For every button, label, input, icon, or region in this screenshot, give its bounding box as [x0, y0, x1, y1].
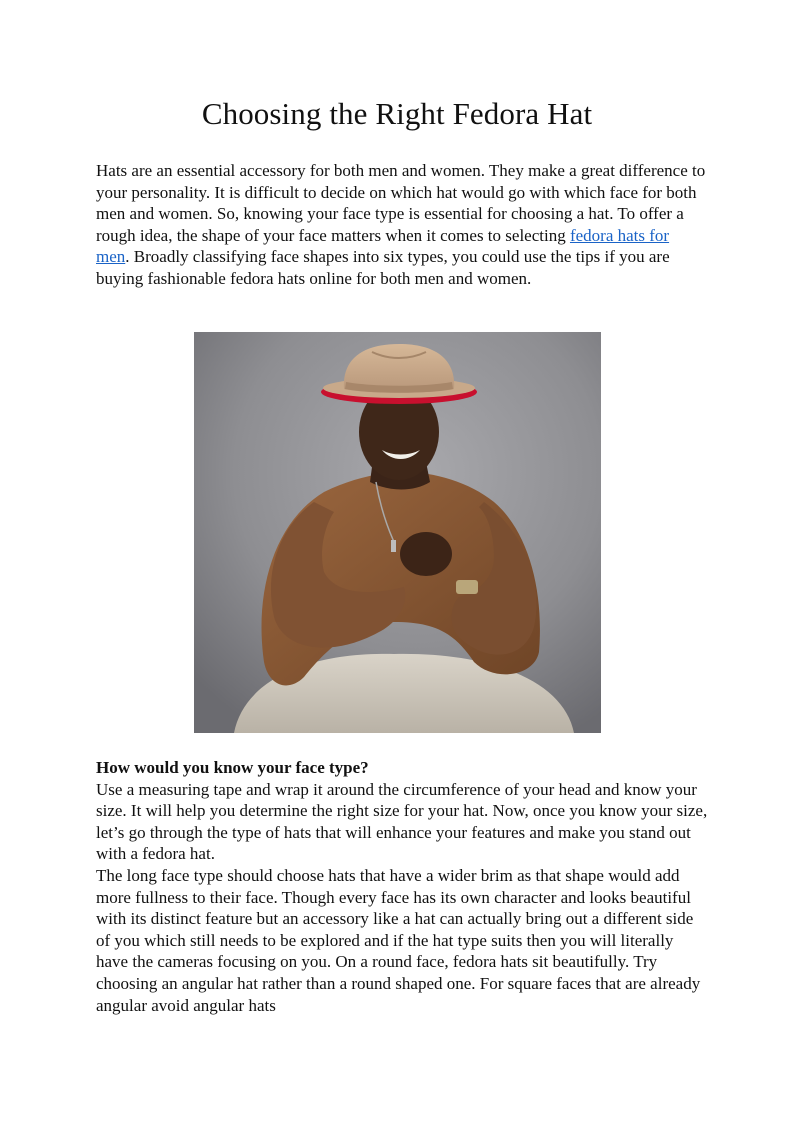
fedora-hats-for-men-link[interactable]: fedora hats for men [96, 225, 670, 267]
intro-text-before-link: Hats are an essential accessory for both men and women. They make a great difference to your personality. It is difficult to decide on which hat would go with which face for both men and women. So, knowing your face type is essential for choosing a hat. To offer a rough idea, the shape of your face matters when it comes to selecting [96, 161, 706, 245]
section-paragraph-2: The long face type should choose hats that have a wider brim as that shape would add more fullness to their face. Though every face has its own character and looks beautiful with its distinct feature but an accessory like a hat can actually bring out a different side of you which still needs to be explored and if the hat type suits then you will literally have the cameras focusing on you. On a round face, fedora hats sit beautifully. Try choosing an angular hat rather than a round shaped one. For square faces that are already angular avoid angular hats [96, 865, 701, 1015]
intro-paragraph [96, 160, 706, 290]
section-paragraph-1: Use a measuring tape and wrap it around the circumference of your head and know your size. It will help you determine the right size for your hat. Now, once you know your size, let’s go through the type of hats that will enhance your features and make you stand out with a fedora hat. [96, 779, 708, 864]
intro-text-after-link: . Broadly classifying face shapes into six types, you could use the tips if you are buying fashionable fedora hats online for both men and women. [96, 247, 670, 288]
page-title: Choosing the Right Fedora Hat [201, 96, 593, 131]
face-type-section [96, 757, 708, 1016]
section-heading: How would you know your face type? [96, 758, 369, 777]
man-in-fedora-photo [194, 332, 601, 733]
